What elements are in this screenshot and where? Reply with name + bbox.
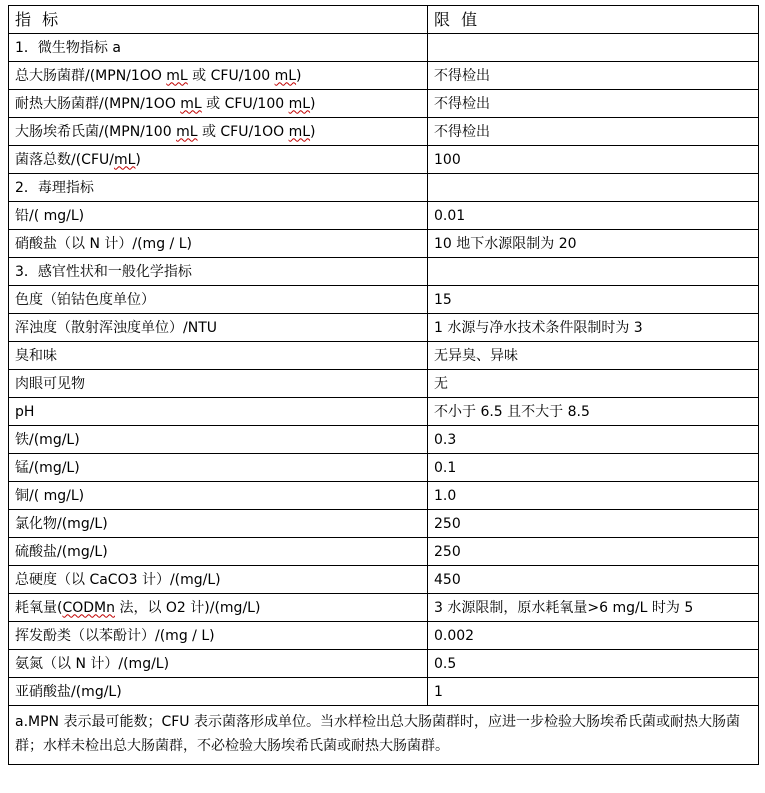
indicator-cell: 肉眼可见物: [9, 370, 428, 398]
table-row: [9, 510, 759, 538]
indicator-cell: 硝酸盐（以 N 计）/(mg / L): [9, 230, 428, 258]
indicator-cell: 氯化物/(mg/L): [9, 510, 428, 538]
indicator-cell: 浑浊度（散射浑浊度单位）/NTU: [9, 314, 428, 342]
indicator-text: 或 CFU/100: [187, 67, 275, 84]
limit-cell: 无: [428, 370, 759, 398]
table-row: [9, 342, 759, 370]
limit-cell: 10 地下水源限制为 20: [428, 230, 759, 258]
table-row: [9, 678, 759, 706]
section-title: 1．微生物指标 a: [9, 34, 428, 62]
limit-cell: 15: [428, 286, 759, 314]
indicator-cell: 铜/( mg/L): [9, 482, 428, 510]
section-row: [9, 174, 759, 202]
table-row: [9, 118, 759, 146]
unit-text: mL: [113, 151, 136, 168]
limit-cell: 1 水源与净水技术条件限制时为 3: [428, 314, 759, 342]
table-row: [9, 90, 759, 118]
indicator-cell: 硫酸盐/(mg/L): [9, 538, 428, 566]
section-row: [9, 258, 759, 286]
table-row: [9, 286, 759, 314]
table-row: [9, 314, 759, 342]
limit-cell: 不得检出: [428, 62, 759, 90]
table-row: [9, 594, 759, 622]
unit-text: mL: [274, 67, 297, 84]
limit-cell: 250: [428, 510, 759, 538]
section-title: 3．感官性状和一般化学指标: [9, 258, 428, 286]
limit-cell: 0.5: [428, 650, 759, 678]
unit-text: mL: [180, 95, 202, 112]
indicator-cell: 氨氮（以 N 计）/(mg/L): [9, 650, 428, 678]
limit-cell: 不小于 6.5 且不大于 8.5: [428, 398, 759, 426]
indicator-text: 大肠埃希氏菌/(MPN/100: [15, 123, 177, 140]
table-row: [9, 538, 759, 566]
limit-cell: 不得检出: [428, 90, 759, 118]
unit-text: mL: [288, 95, 311, 112]
indicator-cell: [9, 146, 428, 174]
indicator-cell: 总硬度（以 CaCO3 计）/(mg/L): [9, 566, 428, 594]
unit-text: mL: [288, 123, 311, 140]
unit-text: CODMn: [62, 599, 115, 616]
indicator-cell: 亚硝酸盐/(mg/L): [9, 678, 428, 706]
limit-cell: 无异臭、异味: [428, 342, 759, 370]
table-row: [9, 62, 759, 90]
limit-cell: [428, 258, 759, 286]
indicator-cell: [9, 118, 428, 146]
limit-cell: 1: [428, 678, 759, 706]
table-row: [9, 230, 759, 258]
water-quality-table-page: [8, 5, 758, 765]
indicator-cell: 锰/(mg/L): [9, 454, 428, 482]
section-title: 2．毒理指标: [9, 174, 428, 202]
footnote-row: [9, 706, 759, 765]
table-row: [9, 454, 759, 482]
header-limit: 限 值: [428, 6, 759, 34]
table-row: [9, 482, 759, 510]
indicator-text: ): [310, 123, 316, 140]
table-row: [9, 650, 759, 678]
limit-cell: 3 水源限制，原水耗氧量>6 mg/L 时为 5: [428, 594, 759, 622]
unit-text: mL: [166, 67, 188, 84]
unit-text: mL: [176, 123, 198, 140]
table-row: [9, 426, 759, 454]
table-row: [9, 398, 759, 426]
limit-cell: 不得检出: [428, 118, 759, 146]
limit-cell: 250: [428, 538, 759, 566]
indicator-text: 法，以 O2 计)/(mg/L): [115, 599, 261, 616]
limit-cell: [428, 34, 759, 62]
limit-cell: 0.3: [428, 426, 759, 454]
limit-cell: 450: [428, 566, 759, 594]
indicator-text: 或 CFU/1OO: [197, 123, 289, 140]
indicator-text: 耐热大肠菌群/(MPN/1OO: [15, 95, 181, 112]
table-header-row: [9, 6, 759, 34]
header-indicator: 指 标: [9, 6, 428, 34]
limit-cell: 0.01: [428, 202, 759, 230]
limit-cell: [428, 174, 759, 202]
indicator-cell: 铅/( mg/L): [9, 202, 428, 230]
water-quality-limits-table: [8, 5, 759, 765]
indicator-cell: [9, 90, 428, 118]
indicator-cell: 挥发酚类（以苯酚计）/(mg / L): [9, 622, 428, 650]
table-row: [9, 202, 759, 230]
indicator-text: ): [135, 151, 141, 168]
table-row: [9, 370, 759, 398]
limit-cell: 100: [428, 146, 759, 174]
section-row: [9, 34, 759, 62]
indicator-text: 总大肠菌群/(MPN/1OO: [15, 67, 167, 84]
indicator-text: ): [296, 67, 302, 84]
indicator-cell: 色度（铂钴色度单位）: [9, 286, 428, 314]
indicator-cell: [9, 594, 428, 622]
indicator-text: 或 CFU/100: [201, 95, 289, 112]
limit-cell: 0.002: [428, 622, 759, 650]
footnote-text: a.MPN 表示最可能数；CFU 表示菌落形成单位。当水样检出总大肠菌群时，应进一步检验大肠埃希氏菌或耐热大肠菌群；水样未检出总大肠菌群，不必检验大肠埃希氏菌或耐热大肠菌群。: [9, 706, 759, 765]
indicator-cell: pH: [9, 398, 428, 426]
indicator-text: 耗氧量(: [15, 599, 63, 616]
table-body: [9, 6, 759, 765]
indicator-text: 菌落总数/(CFU/: [15, 151, 114, 168]
indicator-text: ): [310, 95, 316, 112]
indicator-cell: 臭和味: [9, 342, 428, 370]
indicator-cell: [9, 62, 428, 90]
limit-cell: 0.1: [428, 454, 759, 482]
table-row: [9, 622, 759, 650]
table-row: [9, 566, 759, 594]
table-row: [9, 146, 759, 174]
limit-cell: 1.0: [428, 482, 759, 510]
indicator-cell: 铁/(mg/L): [9, 426, 428, 454]
